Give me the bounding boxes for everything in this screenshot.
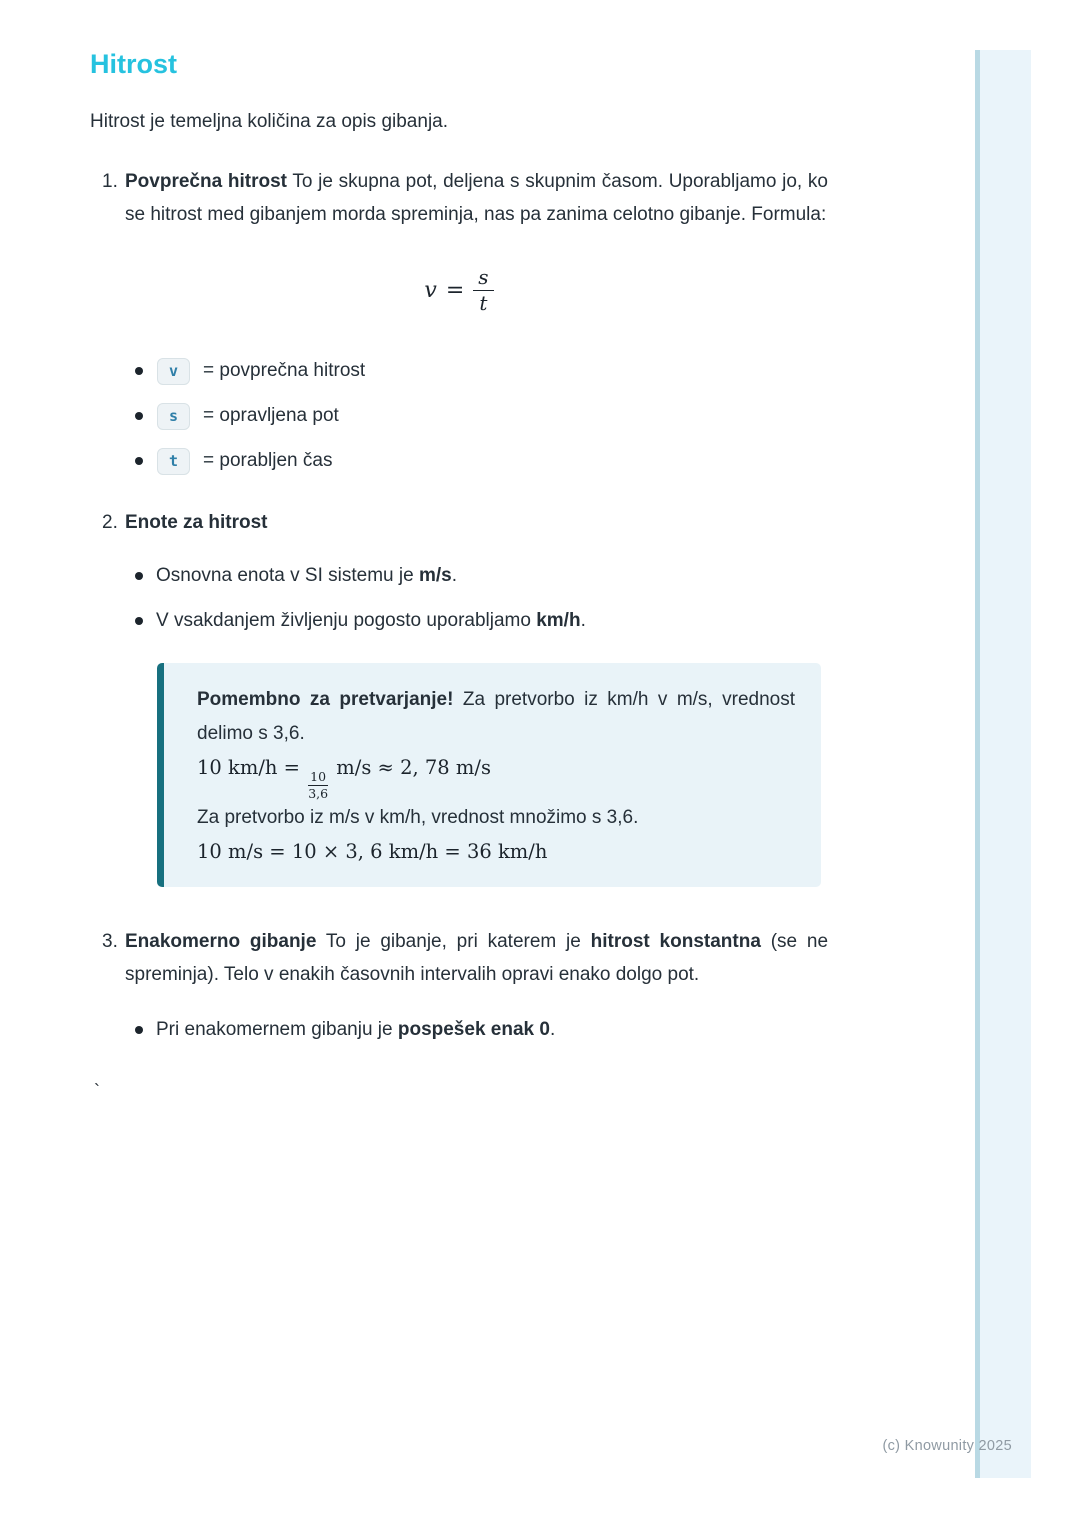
item-number: 1. [102, 171, 118, 192]
callout-text-2: Za pretvorbo iz m/s v km/h, vrednost množimo s 3,6. [197, 806, 639, 828]
callout-math-2: 10 m/s = 10 × 3, 6 km/h = 36 km/h [197, 839, 548, 863]
bullet-dot-icon [135, 367, 143, 375]
math-fraction [306, 770, 330, 801]
variable-row-s [90, 401, 828, 431]
item-number: 2. [102, 512, 118, 533]
variable-desc-text: porabljen čas [219, 450, 333, 471]
page-title: Hitrost [90, 49, 177, 79]
item-body-text: To je skupna pot, deljena s skupnim časom. Uporabljamo jo, ko se hitrost med gibanjem morda spreminja, nas pa zanima celotno gibanje. Formula: [125, 171, 828, 225]
bullet-bold-text: m/s [418, 565, 452, 586]
item-number: 3. [102, 930, 118, 952]
item-text [125, 925, 828, 991]
formula-block [90, 257, 828, 323]
bullet-dot-icon [135, 1026, 143, 1034]
item-bold-lead: Povprečna hitrost [125, 171, 287, 192]
stray-backtick: ` [94, 1080, 100, 1101]
fraction-numerator: s [473, 266, 493, 291]
variable-row-t [90, 446, 828, 476]
variable-equals: = [203, 360, 215, 381]
item-bold-mid: hitrost konstantna [590, 930, 761, 952]
bullet-pre-text: Pri enakomernem gibanju je [156, 1018, 393, 1040]
variable-description [203, 405, 339, 427]
conversion-callout-box [157, 663, 821, 887]
item-heading: Enote za hitrost [125, 512, 268, 533]
variable-desc-text: opravljena pot [219, 405, 339, 426]
callout-bold-lead: Pomembno za pretvarjanje! [197, 689, 454, 710]
variable-row-v [90, 356, 828, 386]
intro-paragraph: Hitrost je temeljna količina za opis gibanja. [90, 111, 449, 132]
copyright-footer: (c) Knowunity 2025 [882, 1438, 1012, 1454]
bullet-text [156, 1017, 555, 1043]
callout-math-1 [197, 751, 795, 801]
bullet-dot-icon [135, 457, 143, 465]
variable-equals: = [203, 450, 215, 471]
page-margin-strip [975, 50, 1031, 1478]
bullet-dot-icon [135, 572, 143, 580]
math-fraction-denominator: 3,6 [308, 785, 329, 801]
bullet-si-unit [90, 563, 828, 589]
variable-desc-text: povprečna hitrost [219, 360, 366, 381]
math-fraction-numerator: 10 [310, 769, 327, 784]
bullet-pre-text: Osnovna enota v SI sistemu je [156, 565, 414, 586]
bullet-dot-icon [135, 412, 143, 420]
bullet-post-text: . [549, 1018, 556, 1040]
formula-lhs: v [424, 277, 437, 303]
bullet-post-text: . [580, 610, 586, 631]
formula-fraction [473, 266, 493, 315]
fraction-denominator: t [479, 290, 488, 315]
math-pre: 10 km/h = [197, 756, 300, 779]
variable-legend [90, 356, 828, 476]
velocity-formula [424, 266, 493, 315]
math-post: m/s ≈ 2, 78 m/s [336, 756, 491, 779]
bullet-bold-text: pospešek enak 0 [397, 1018, 550, 1040]
numbered-item-1 [90, 165, 828, 231]
item-text [125, 506, 828, 539]
bullet-everyday-unit [90, 608, 828, 634]
variable-badge-s: s [157, 403, 190, 430]
item-body-text: To je gibanje, pri katerem je [325, 930, 581, 952]
item-text [125, 165, 828, 231]
bullet-pre-text: V vsakdanjem življenju pogosto uporabljamo [156, 610, 531, 631]
item-body-text-2: (se ne spreminja). Telo v enakih časovnih intervalih opravi enako dolgo pot. [125, 930, 829, 985]
variable-description [203, 360, 365, 382]
variable-badge-t: t [157, 448, 190, 475]
item-bold-lead: Enakomerno gibanje [125, 930, 317, 952]
bullet-dot-icon [135, 617, 143, 625]
variable-description [203, 450, 332, 472]
variable-badge-v: v [157, 358, 190, 385]
bullet-text [156, 563, 457, 589]
numbered-item-3 [90, 925, 828, 991]
bullet-text [156, 608, 586, 634]
callout-lead [197, 683, 795, 751]
formula-equals: = [445, 277, 465, 303]
document-content [90, 48, 828, 1101]
bullet-acceleration [90, 1017, 828, 1043]
item2-bullets [90, 563, 828, 634]
callout-lead-text: Za pretvorbo iz km/h v m/s, vrednost delimo s 3,6. [197, 689, 796, 744]
numbered-item-2 [90, 506, 828, 539]
bullet-bold-text: km/h [536, 610, 581, 631]
variable-equals: = [203, 405, 215, 426]
bullet-post-text: . [451, 565, 457, 586]
